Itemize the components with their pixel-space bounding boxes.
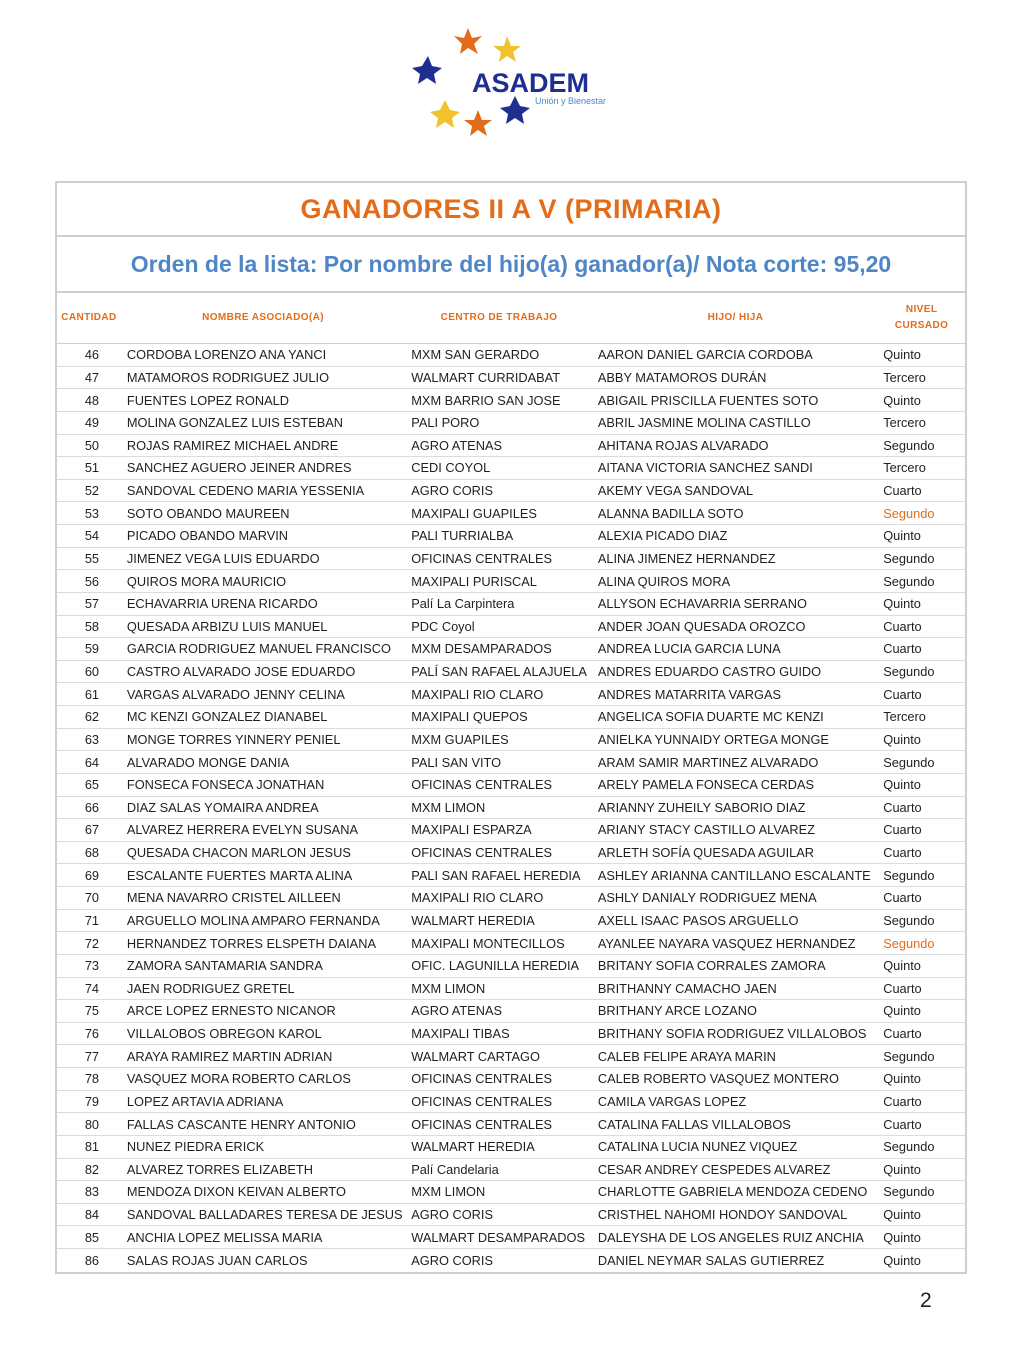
row-hijo: ARIANNY ZUHEILY SABORIO DIAZ: [597, 799, 806, 815]
row-hijo: BRITANY SOFIA CORRALES ZAMORA: [597, 958, 826, 974]
row-cantidad: 74: [84, 980, 100, 996]
table-row: [57, 978, 965, 1001]
row-hijo: CHARLOTTE GABRIELA MENDOZA CEDENO: [597, 1184, 868, 1200]
row-hijo: AXELL ISAAC PASOS ARGUELLO: [597, 912, 799, 928]
row-centro: AGRO ATENAS: [411, 437, 503, 453]
row-hijo: ALANNA BADILLA SOTO: [597, 505, 744, 521]
row-cantidad: 62: [84, 709, 100, 725]
row-hijo: ARELY PAMELA FONSECA CERDAS: [597, 777, 815, 793]
table-row: [57, 412, 965, 435]
row-centro: OFICINAS CENTRALES: [411, 1093, 553, 1109]
row-asociado: JAEN RODRIGUEZ GRETEL: [126, 980, 295, 996]
row-asociado: ROJAS RAMIREZ MICHAEL ANDRE: [126, 437, 339, 453]
table-row: [57, 638, 965, 661]
row-hijo: ANDRES MATARRITA VARGAS: [597, 686, 782, 702]
row-nivel: Tercero: [883, 460, 926, 476]
row-hijo: ALINA JIMENEZ HERNANDEZ: [597, 550, 776, 566]
row-nivel: Cuarto: [883, 618, 922, 634]
table-row: [57, 774, 965, 797]
row-cantidad: 54: [84, 528, 100, 544]
row-centro: MXM GUAPILES: [411, 731, 509, 747]
table-row: [57, 887, 965, 910]
table-row: [57, 480, 965, 503]
row-cantidad: 49: [84, 415, 100, 431]
row-nivel: Quinto: [883, 596, 921, 612]
row-cantidad: 86: [84, 1252, 100, 1268]
table-row: [57, 389, 965, 412]
row-nivel: Quinto: [883, 392, 921, 408]
row-cantidad: 52: [84, 483, 100, 499]
logo-brand: ASADEM: [472, 68, 590, 98]
row-hijo: ASHLY DANIALY RODRIGUEZ MENA: [597, 890, 817, 906]
row-asociado: PICADO OBANDO MARVIN: [126, 528, 289, 544]
table-row: [57, 797, 965, 820]
row-hijo: CATALINA LUCIA NUNEZ VIQUEZ: [597, 1139, 798, 1155]
row-cantidad: 82: [84, 1161, 100, 1177]
row-hijo: AHITANA ROJAS ALVARADO: [597, 437, 769, 453]
row-nivel: Segundo: [883, 573, 935, 589]
row-centro: MXM LIMON: [411, 1184, 486, 1200]
row-hijo: ABRIL JASMINE MOLINA CASTILLO: [597, 415, 811, 431]
row-asociado: SANCHEZ AGUERO JEINER ANDRES: [126, 460, 352, 476]
row-centro: MAXIPALI TIBAS: [411, 1026, 510, 1042]
row-cantidad: 57: [84, 596, 100, 612]
table-row: [57, 955, 965, 978]
row-cantidad: 81: [84, 1139, 100, 1155]
row-nivel: Segundo: [883, 1184, 935, 1200]
row-cantidad: 66: [84, 799, 100, 815]
table-row: [57, 593, 965, 616]
row-centro: WALMART CURRIDABAT: [411, 369, 561, 385]
row-cantidad: 69: [84, 867, 100, 883]
header-nivel-line1: NIVEL: [905, 304, 938, 315]
row-hijo: CATALINA FALLAS VILLALOBOS: [597, 1116, 791, 1132]
row-asociado: HERNANDEZ TORRES ELSPETH DAIANA: [126, 935, 376, 951]
row-nivel: Quinto: [883, 1229, 921, 1245]
row-nivel: Quinto: [883, 528, 921, 544]
row-asociado: QUIROS MORA MAURICIO: [126, 573, 287, 589]
row-asociado: MENDOZA DIXON KEIVAN ALBERTO: [126, 1184, 346, 1200]
row-asociado: FUENTES LOPEZ RONALD: [126, 392, 289, 408]
header-centro: CENTRO DE TRABAJO: [440, 312, 558, 323]
row-asociado: ALVAREZ HERRERA EVELYN SUSANA: [126, 822, 358, 838]
row-cantidad: 47: [84, 369, 100, 385]
row-centro: MAXIPALI RIO CLARO: [411, 890, 544, 906]
row-cantidad: 80: [84, 1116, 100, 1132]
table-row: [57, 1249, 965, 1272]
row-nivel: Cuarto: [883, 822, 922, 838]
row-hijo: ALINA QUIROS MORA: [597, 573, 731, 589]
row-cantidad: 70: [84, 890, 100, 906]
row-centro: CEDI COYOL: [411, 460, 491, 476]
row-asociado: ARCE LOPEZ ERNESTO NICANOR: [126, 1003, 336, 1019]
table-row: [57, 457, 965, 480]
row-hijo: ARLETH SOFÍA QUESADA AGUILAR: [597, 845, 815, 861]
row-nivel: Segundo: [883, 935, 935, 951]
row-asociado: SOTO OBANDO MAUREEN: [126, 505, 290, 521]
row-nivel: Cuarto: [883, 1093, 922, 1109]
row-asociado: QUESADA ARBIZU LUIS MANUEL: [126, 618, 328, 634]
row-centro: AGRO CORIS: [411, 483, 494, 499]
row-asociado: ECHAVARRIA URENA RICARDO: [126, 596, 318, 612]
table-row: [57, 1204, 965, 1227]
table-row: [57, 819, 965, 842]
table-row: [57, 525, 965, 548]
row-hijo: ASHLEY ARIANNA CANTILLANO ESCALANTE: [597, 867, 871, 883]
row-asociado: VASQUEZ MORA ROBERTO CARLOS: [126, 1071, 351, 1087]
header-nivel-line2: CURSADO: [894, 320, 949, 331]
row-asociado: DIAZ SALAS YOMAIRA ANDREA: [126, 799, 319, 815]
row-hijo: DANIEL NEYMAR SALAS GUTIERREZ: [597, 1252, 825, 1268]
row-hijo: ALLYSON ECHAVARRIA SERRANO: [597, 596, 807, 612]
winners-table: [55, 181, 967, 1274]
table-row: [57, 1226, 965, 1249]
table-row: [57, 661, 965, 684]
row-hijo: ABIGAIL PRISCILLA FUENTES SOTO: [597, 392, 819, 408]
row-cantidad: 84: [84, 1207, 100, 1223]
row-asociado: ANCHIA LOPEZ MELISSA MARIA: [126, 1229, 323, 1245]
row-centro: MXM DESAMPARADOS: [411, 641, 552, 657]
row-centro: MXM SAN GERARDO: [411, 347, 540, 363]
row-hijo: ANDER JOAN QUESADA OROZCO: [597, 618, 806, 634]
header-hijo: HIJO/ HIJA: [707, 312, 764, 323]
row-centro: PALI PORO: [411, 415, 480, 431]
row-hijo: AARON DANIEL GARCIA CORDOBA: [597, 347, 813, 363]
row-nivel: Segundo: [883, 1139, 935, 1155]
row-hijo: ARAM SAMIR MARTINEZ ALVARADO: [597, 754, 819, 770]
row-cantidad: 79: [84, 1093, 100, 1109]
row-hijo: BRITHANY ARCE LOZANO: [597, 1003, 757, 1019]
page-number: 2: [920, 1289, 932, 1312]
row-nivel: Cuarto: [883, 890, 922, 906]
row-cantidad: 58: [84, 618, 100, 634]
row-cantidad: 83: [84, 1184, 100, 1200]
row-hijo: ANDRES EDUARDO CASTRO GUIDO: [597, 664, 822, 680]
row-asociado: FONSECA FONSECA JONATHAN: [126, 777, 325, 793]
row-centro: OFICINAS CENTRALES: [411, 1071, 553, 1087]
row-cantidad: 67: [84, 822, 100, 838]
row-cantidad: 50: [84, 437, 100, 453]
table-row: [57, 1023, 965, 1046]
row-centro: AGRO CORIS: [411, 1207, 494, 1223]
table-row: [57, 729, 965, 752]
row-centro: PALI TURRIALBA: [411, 528, 514, 544]
row-nivel: Cuarto: [883, 845, 922, 861]
table-row: [57, 751, 965, 774]
subtitle-box: [57, 237, 965, 293]
logo-tagline: Unión y Bienestar: [535, 96, 607, 106]
row-nivel: Quinto: [883, 1071, 921, 1087]
row-nivel: Cuarto: [883, 641, 922, 657]
table-row: [57, 683, 965, 706]
row-cantidad: 56: [84, 573, 100, 589]
row-nivel: Cuarto: [883, 1026, 922, 1042]
row-hijo: BRITHANNY CAMACHO JAEN: [597, 980, 777, 996]
row-cantidad: 46: [84, 347, 100, 363]
row-cantidad: 68: [84, 845, 100, 861]
row-cantidad: 72: [84, 935, 100, 951]
row-hijo: ABBY MATAMOROS DURÁN: [597, 369, 767, 385]
row-asociado: CASTRO ALVARADO JOSE EDUARDO: [126, 664, 356, 680]
table-row: [57, 1113, 965, 1136]
row-hijo: ARIANY STACY CASTILLO ALVAREZ: [597, 822, 815, 838]
row-hijo: CAMILA VARGAS LOPEZ: [597, 1093, 747, 1109]
row-cantidad: 75: [84, 1003, 100, 1019]
table-row: [57, 1091, 965, 1114]
row-nivel: Tercero: [883, 369, 926, 385]
row-asociado: SANDOVAL CEDENO MARIA YESSENIA: [126, 483, 365, 499]
row-cantidad: 77: [84, 1048, 100, 1064]
row-nivel: Quinto: [883, 1207, 921, 1223]
row-asociado: VILLALOBOS OBREGON KAROL: [126, 1026, 322, 1042]
row-nivel: Tercero: [883, 415, 926, 431]
table-row: [57, 570, 965, 593]
row-asociado: MOLINA GONZALEZ LUIS ESTEBAN: [126, 415, 344, 431]
row-centro: AGRO CORIS: [411, 1252, 494, 1268]
row-nivel: Segundo: [883, 1048, 935, 1064]
asadem-logo: [412, 24, 627, 149]
row-nivel: Segundo: [883, 550, 935, 566]
row-asociado: SANDOVAL BALLADARES TERESA DE JESUS: [126, 1207, 403, 1223]
header-nivel: [878, 302, 965, 334]
row-centro: PALÍ SAN RAFAEL ALAJUELA: [411, 664, 587, 680]
row-centro: MXM BARRIO SAN JOSE: [411, 392, 561, 408]
row-asociado: FALLAS CASCANTE HENRY ANTONIO: [126, 1116, 356, 1132]
row-nivel: Quinto: [883, 1003, 921, 1019]
row-hijo: ANDREA LUCIA GARCIA LUNA: [597, 641, 781, 657]
table-header: [57, 293, 965, 344]
row-asociado: MC KENZI GONZALEZ DIANABEL: [126, 709, 328, 725]
table-row: [57, 548, 965, 571]
header-cantidad: CANTIDAD: [61, 312, 117, 323]
row-centro: OFICINAS CENTRALES: [411, 550, 553, 566]
table-row: [57, 864, 965, 887]
row-nivel: Tercero: [883, 709, 926, 725]
row-nivel: Segundo: [883, 867, 935, 883]
row-nivel: Quinto: [883, 1252, 921, 1268]
row-cantidad: 53: [84, 505, 100, 521]
row-centro: OFICINAS CENTRALES: [411, 845, 553, 861]
table-row: [57, 1068, 965, 1091]
list-order-subtitle: Orden de la lista: Por nombre del hijo(a) ganador(a)/ Nota corte: 95,20: [130, 250, 892, 277]
row-nivel: Segundo: [883, 437, 935, 453]
row-nivel: Cuarto: [883, 1116, 922, 1132]
table-body: [57, 344, 965, 1272]
row-asociado: MONGE TORRES YINNERY PENIEL: [126, 731, 341, 747]
row-nivel: Quinto: [883, 731, 921, 747]
row-cantidad: 55: [84, 550, 100, 566]
header-asociado: NOMBRE ASOCIADO(A): [202, 312, 324, 323]
row-centro: MAXIPALI ESPARZA: [411, 822, 532, 838]
table-row: [57, 1000, 965, 1023]
row-cantidad: 59: [84, 641, 100, 657]
row-nivel: Segundo: [883, 754, 935, 770]
row-hijo: AITANA VICTORIA SANCHEZ SANDI: [597, 460, 813, 476]
row-asociado: ESCALANTE FUERTES MARTA ALINA: [126, 867, 353, 883]
row-asociado: GARCIA RODRIGUEZ MANUEL FRANCISCO: [126, 641, 391, 657]
row-asociado: CORDOBA LORENZO ANA YANCI: [126, 347, 327, 363]
row-cantidad: 78: [84, 1071, 100, 1087]
row-centro: OFICINAS CENTRALES: [411, 1116, 553, 1132]
row-hijo: ALEXIA PICADO DIAZ: [597, 528, 728, 544]
row-nivel: Cuarto: [883, 483, 922, 499]
row-centro: PALI SAN VITO: [411, 754, 502, 770]
row-asociado: ARGUELLO MOLINA AMPARO FERNANDA: [126, 912, 380, 928]
row-asociado: MENA NAVARRO CRISTEL AILLEEN: [126, 890, 341, 906]
table-row: [57, 910, 965, 933]
row-nivel: Cuarto: [883, 980, 922, 996]
row-hijo: CALEB FELIPE ARAYA MARIN: [597, 1048, 776, 1064]
row-cantidad: 65: [84, 777, 100, 793]
row-cantidad: 64: [84, 754, 100, 770]
table-row: [57, 1045, 965, 1068]
row-asociado: MATAMOROS RODRIGUEZ JULIO: [126, 369, 330, 385]
row-asociado: ARAYA RAMIREZ MARTIN ADRIAN: [126, 1048, 333, 1064]
table-row: [57, 367, 965, 390]
row-centro: AGRO ATENAS: [411, 1003, 503, 1019]
row-hijo: AKEMY VEGA SANDOVAL: [597, 483, 754, 499]
row-asociado: QUESADA CHACON MARLON JESUS: [126, 845, 351, 861]
row-nivel: Quinto: [883, 1161, 921, 1177]
table-row: [57, 932, 965, 955]
row-centro: WALMART HEREDIA: [411, 912, 535, 928]
row-centro: WALMART HEREDIA: [411, 1139, 535, 1155]
page-title: GANADORES II A V (PRIMARIA): [300, 193, 722, 224]
row-cantidad: 51: [84, 460, 100, 476]
row-cantidad: 48: [84, 392, 100, 408]
row-centro: Palí Candelaria: [411, 1161, 499, 1177]
row-hijo: DALEYSHA DE LOS ANGELES RUIZ ANCHIA: [597, 1229, 864, 1245]
table-row: [57, 1159, 965, 1182]
row-nivel: Quinto: [883, 347, 921, 363]
row-centro: OFICINAS CENTRALES: [411, 777, 553, 793]
table-row: [57, 842, 965, 865]
row-centro: WALMART DESAMPARADOS: [411, 1229, 585, 1245]
row-asociado: ALVAREZ TORRES ELIZABETH: [126, 1161, 313, 1177]
row-nivel: Quinto: [883, 777, 921, 793]
row-centro: MAXIPALI PURISCAL: [411, 573, 537, 589]
table-row: [57, 435, 965, 458]
row-cantidad: 63: [84, 731, 100, 747]
row-cantidad: 60: [84, 664, 100, 680]
row-nivel: Segundo: [883, 912, 935, 928]
row-nivel: Quinto: [883, 958, 921, 974]
row-centro: PALI SAN RAFAEL HEREDIA: [411, 867, 581, 883]
row-asociado: VARGAS ALVARADO JENNY CELINA: [126, 686, 345, 702]
row-centro: MAXIPALI MONTECILLOS: [411, 935, 565, 951]
row-hijo: CESAR ANDREY CESPEDES ALVAREZ: [597, 1161, 831, 1177]
row-centro: Palí La Carpintera: [411, 596, 515, 612]
row-hijo: AYANLEE NAYARA VASQUEZ HERNANDEZ: [597, 935, 856, 951]
row-cantidad: 85: [84, 1229, 100, 1245]
row-hijo: BRITHANY SOFIA RODRIGUEZ VILLALOBOS: [597, 1026, 867, 1042]
table-row: [57, 502, 965, 525]
row-cantidad: 71: [84, 912, 100, 928]
row-centro: MAXIPALI RIO CLARO: [411, 686, 544, 702]
table-row: [57, 706, 965, 729]
row-cantidad: 61: [84, 686, 100, 702]
row-centro: WALMART CARTAGO: [411, 1048, 540, 1064]
row-centro: OFIC. LAGUNILLA HEREDIA: [411, 958, 580, 974]
row-asociado: ALVARADO MONGE DANIA: [126, 754, 290, 770]
row-centro: MXM LIMON: [411, 799, 486, 815]
row-centro: MAXIPALI GUAPILES: [411, 505, 537, 521]
row-cantidad: 76: [84, 1026, 100, 1042]
row-asociado: NUNEZ PIEDRA ERICK: [126, 1139, 265, 1155]
table-row: [57, 1181, 965, 1204]
row-centro: MAXIPALI QUEPOS: [411, 709, 528, 725]
row-nivel: Segundo: [883, 505, 935, 521]
row-asociado: LOPEZ ARTAVIA ADRIANA: [126, 1093, 284, 1109]
table-row: [57, 1136, 965, 1159]
table-row: [57, 616, 965, 639]
title-box: [57, 183, 965, 237]
row-nivel: Cuarto: [883, 799, 922, 815]
row-asociado: JIMENEZ VEGA LUIS EDUARDO: [126, 550, 320, 566]
row-nivel: Cuarto: [883, 686, 922, 702]
row-hijo: CALEB ROBERTO VASQUEZ MONTERO: [597, 1071, 839, 1087]
row-hijo: CRISTHEL NAHOMI HONDOY SANDOVAL: [597, 1207, 848, 1223]
row-nivel: Segundo: [883, 664, 935, 680]
row-asociado: ZAMORA SANTAMARIA SANDRA: [126, 958, 323, 974]
table-row: [57, 344, 965, 367]
row-cantidad: 73: [84, 958, 100, 974]
row-centro: PDC Coyol: [411, 618, 475, 634]
row-centro: MXM LIMON: [411, 980, 486, 996]
row-asociado: SALAS ROJAS JUAN CARLOS: [126, 1252, 308, 1268]
row-hijo: ANIELKA YUNNAIDY ORTEGA MONGE: [597, 731, 829, 747]
row-hijo: ANGELICA SOFIA DUARTE MC KENZI: [597, 709, 824, 725]
